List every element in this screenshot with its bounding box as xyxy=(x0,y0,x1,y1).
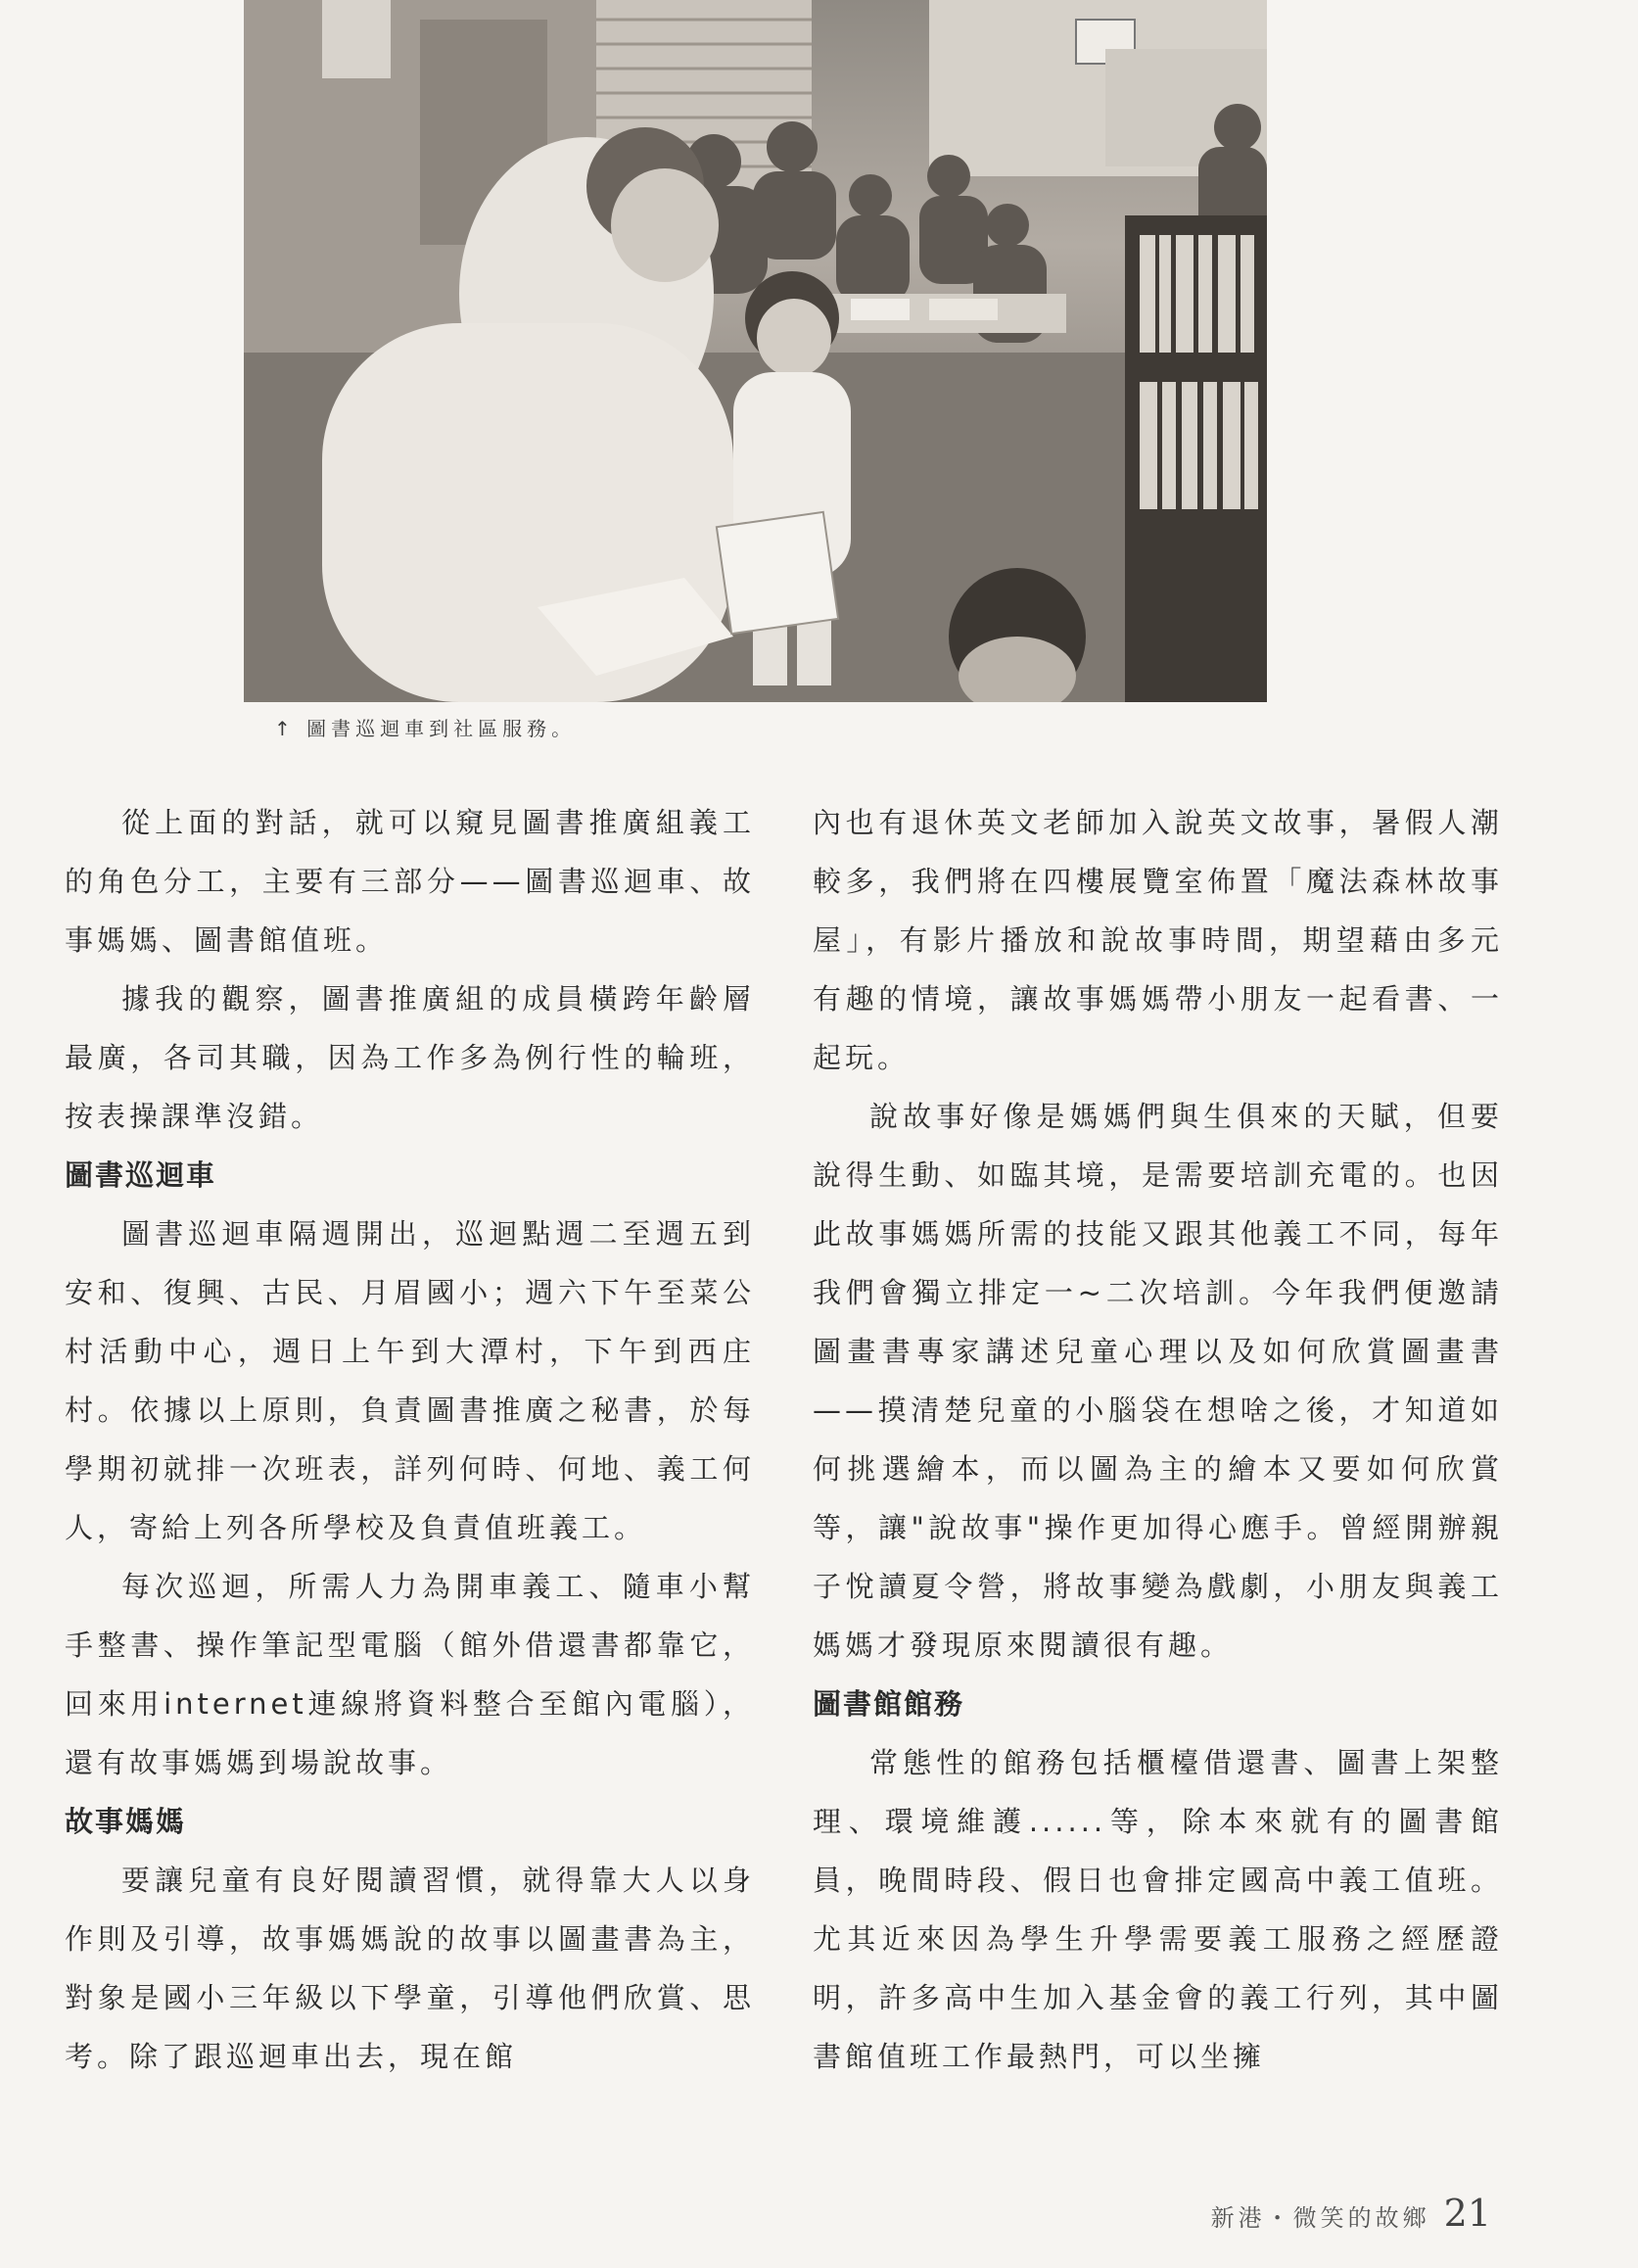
photo-caption: ↑ 圖書巡迴車到社區服務。 xyxy=(274,717,577,740)
right-column xyxy=(813,793,1503,2086)
left-column xyxy=(65,793,755,2086)
paragraph: 說故事好像是媽媽們與生俱來的天賦，但要說得生動、如臨其境，是需要培訓充電的。也因此故事媽媽所需的技能又跟其他義工不同，每年我們會獨立排定一~二次培訓。今年我們便邀請圖畫書專家講述兒童心理以及如何欣賞圖畫書——摸清楚兒童的小腦袋在想啥之後，才知道如何挑選繪本，而以圖為主的繪本又要如何欣賞等，讓"說故事"操作更加得心應手。曾經開辦親子悅讀夏令營，將故事變為戲劇，小朋友與義工媽媽才發現原來閱讀很有趣。 xyxy=(813,1100,1503,1662)
paragraph: 從上面的對話，就可以窺見圖書推廣組義工的角色分工，主要有三部分——圖書巡迴車、故事媽媽、圖書館值班。 xyxy=(65,806,755,957)
paragraph: 每次巡迴，所需人力為開車義工、隨車小幫手整書、操作筆記型電腦（館外借還書都靠它，回來用internet連線將資料整合至館內電腦），還有故事媽媽到場說故事。 xyxy=(65,1570,755,1779)
photo-illustration xyxy=(244,0,1267,702)
paragraph: 據我的觀察，圖書推廣組的成員橫跨年齡層最廣，各司其職，因為工作多為例行性的輪班，按表操課準沒錯。 xyxy=(65,982,755,1133)
section-heading: 圖書巡迴車 xyxy=(65,1158,217,1192)
paragraph: 要讓兒童有良好閱讀習慣，就得靠大人以身作則及引導，故事媽媽說的故事以圖畫書為主，對象是國小三年級以下學童，引導他們欣賞、思考。除了跟巡迴車出去，現在館 xyxy=(65,1864,755,2073)
paragraph: 圖書巡迴車隔週開出，巡迴點週二至週五到安和、復興、古民、月眉國小；週六下午至菜公村活動中心，週日上午到大潭村，下午到西庄村。依據以上原則，負責圖書推廣之秘書，於每學期初就排一次班表，詳列何時、何地、義工何人，寄給上列各所學校及負責值班義工。 xyxy=(65,1217,755,1544)
paragraph-continued: 內也有退休英文老師加入說英文故事，暑假人潮較多，我們將在四樓展覽室佈置「魔法森林故事屋」，有影片播放和說故事時間，期望藉由多元有趣的情境，讓故事媽媽帶小朋友一起看書、一起玩。 xyxy=(813,806,1503,1074)
page-number: 21 xyxy=(1443,2192,1491,2235)
page-footer xyxy=(1211,2192,1491,2235)
paragraph: 常態性的館務包括櫃檯借還書、圖書上架整理、環境維護......等，除本來就有的圖書館員，晚間時段、假日也會排定國高中義工值班。尤其近來因為學生升學需要義工服務之經歷證明，許多高中生加入基金會的義工行列，其中圖書館值班工作最熱門，可以坐擁 xyxy=(813,1746,1503,2073)
section-heading: 故事媽媽 xyxy=(65,1805,187,1838)
section-heading: 圖書館館務 xyxy=(813,1687,965,1721)
book-title: 新港・微笑的故鄉 xyxy=(1210,2204,1430,2232)
photo-mobile-library xyxy=(244,0,1267,702)
